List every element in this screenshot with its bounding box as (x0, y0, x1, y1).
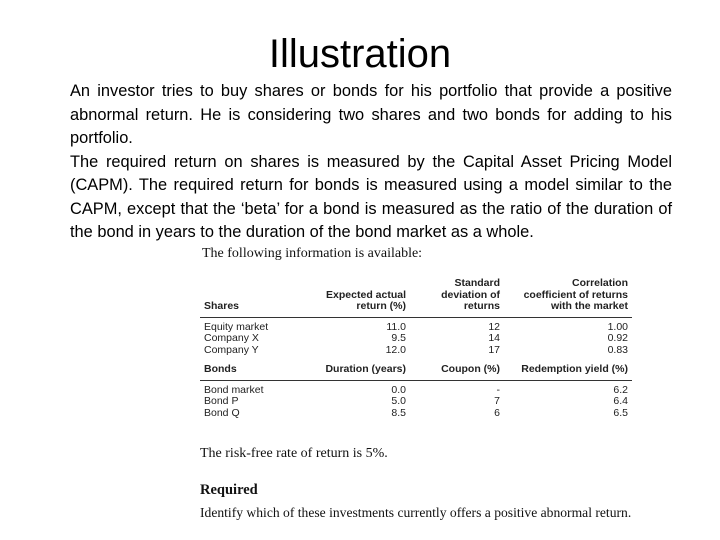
investment-table (200, 278, 632, 419)
bonds-header: Bonds (204, 363, 237, 375)
row-value: 0.0 (391, 383, 406, 396)
header-line: returns (463, 300, 500, 312)
row-name: Company Y (204, 343, 259, 356)
row-value: 12.0 (385, 343, 406, 356)
slide-title: Illustration (268, 32, 452, 76)
std-dev-header (410, 278, 504, 313)
row-value: 1.00 (607, 320, 628, 333)
row-value: 0.83 (607, 343, 628, 356)
correlation-header (504, 278, 632, 313)
row-value: 6.2 (613, 383, 628, 396)
row-name: Bond market (204, 383, 264, 396)
row-value: 17 (488, 343, 500, 356)
row-value: 12 (488, 320, 500, 333)
row-value: 6.5 (613, 406, 628, 419)
risk-free-rate: The risk-free rate of return is 5%. (200, 446, 388, 461)
info-intro: The following information is available: (202, 246, 423, 261)
shares-header: Shares (204, 300, 240, 312)
header-line: Correlation (571, 277, 628, 289)
header-line: return (%) (356, 300, 406, 312)
row-value: 5.0 (391, 395, 406, 407)
shares-header-row (200, 278, 632, 313)
header-line: Standard (454, 277, 500, 289)
row-value: 0.92 (607, 332, 628, 344)
required-text: Identify which of these investments currently offers a positive abnormal return. (200, 505, 632, 520)
row-name: Bond P (204, 395, 239, 407)
header-line: coefficient of returns (523, 288, 628, 301)
row-value: 9.5 (391, 332, 406, 344)
table-row (200, 333, 632, 345)
header-line: Expected actual (326, 288, 406, 301)
row-name: Equity market (204, 320, 269, 333)
table-row (200, 345, 632, 357)
row-name: Bond Q (204, 406, 240, 419)
paragraph-intro: An investor tries to buy shares or bonds for his portfolio that provide a positive abnormal return. He is considering two shares and two bonds for adding to his portfolio. (70, 82, 672, 147)
row-value: 8.5 (391, 406, 406, 419)
paragraph-capm: The required return on shares is measured by the Capital Asset Pricing Model (CAPM). The required return for bonds is measured using a model similar to the CAPM, except that the ‘beta’ for a bond is measured as the ratio of the duration of the bond in years to the duration of the bond market as a whole. (70, 152, 672, 241)
coupon-header: Coupon (%) (441, 363, 500, 375)
row-value: 6 (494, 406, 500, 419)
row-value: 6.4 (613, 395, 628, 407)
required-heading: Required (200, 482, 258, 498)
row-value: 7 (494, 395, 500, 407)
expected-return-header (306, 278, 410, 313)
row-value: - (496, 383, 500, 396)
header-line: deviation of (441, 288, 500, 301)
bonds-header-row (200, 364, 632, 376)
table-row (200, 396, 632, 408)
table-row (200, 408, 632, 420)
duration-header: Duration (years) (325, 363, 406, 375)
redemption-yield-header: Redemption yield (%) (521, 363, 628, 375)
row-value: 11.0 (386, 320, 406, 333)
table-row (200, 385, 632, 397)
body-text (70, 80, 672, 245)
row-name: Company X (204, 332, 259, 344)
row-value: 14 (488, 332, 500, 344)
table-row (200, 322, 632, 334)
header-line: with the market (550, 300, 628, 312)
